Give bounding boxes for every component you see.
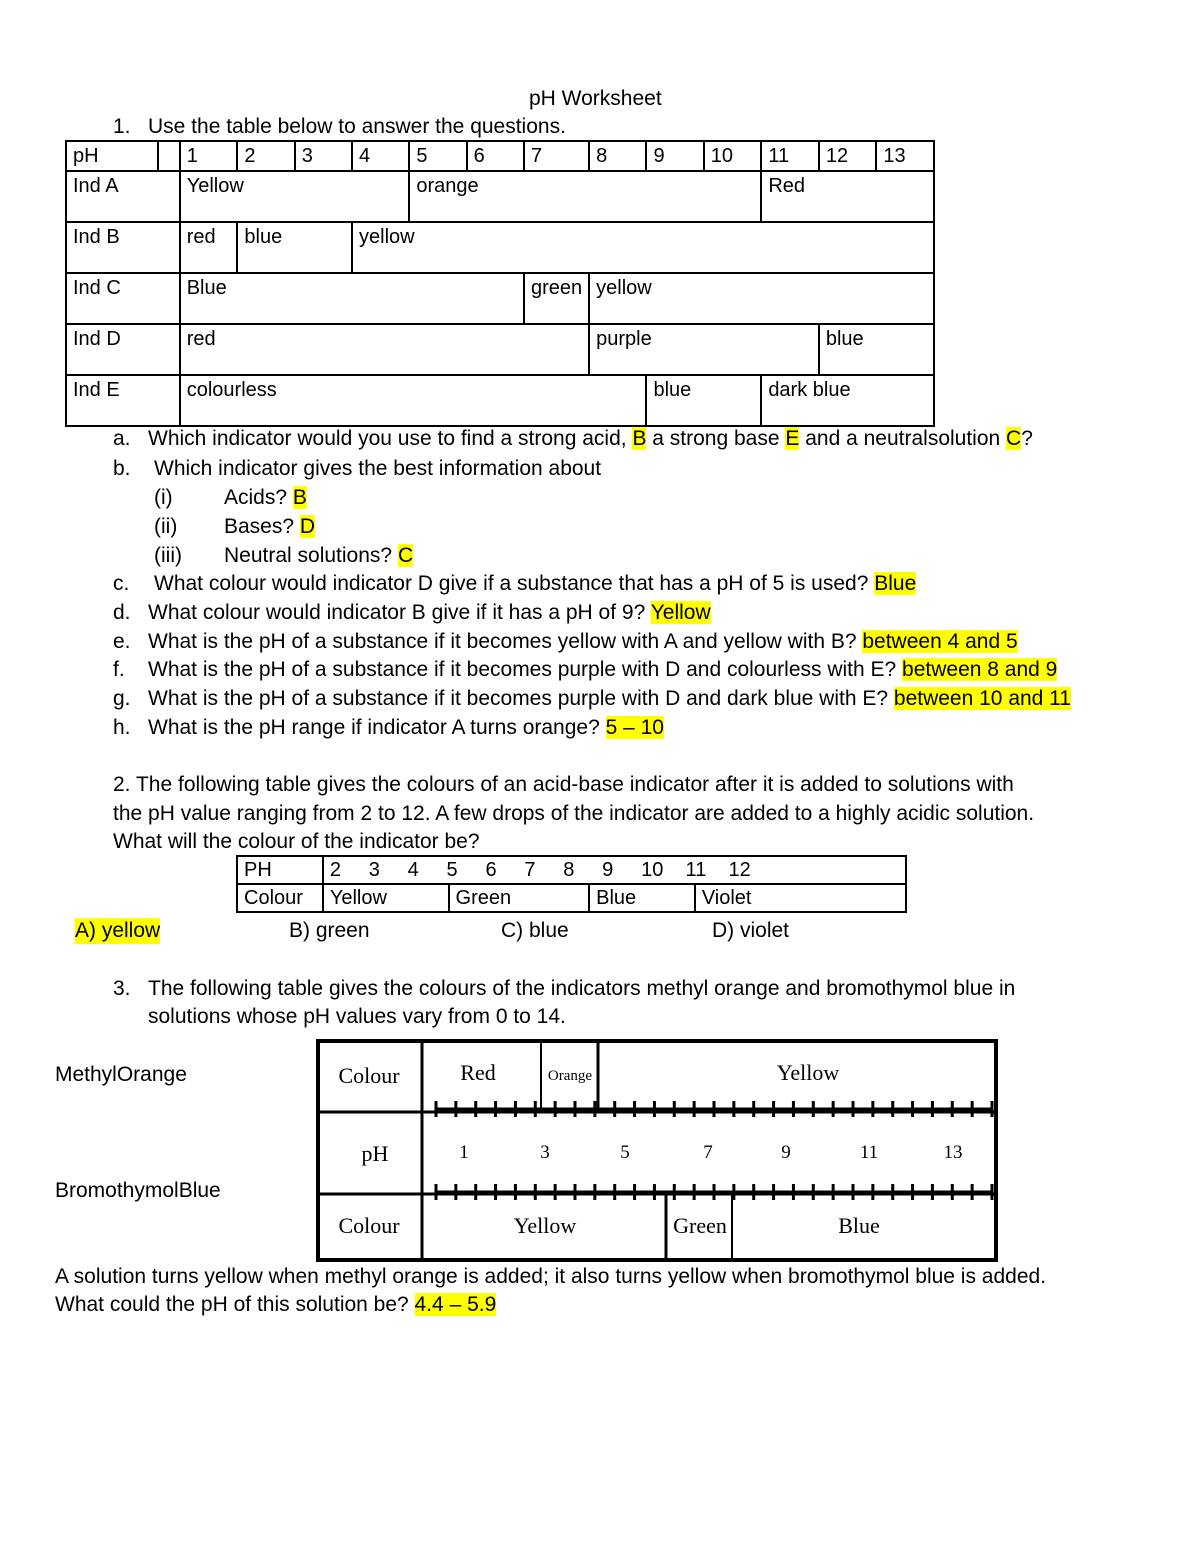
table-cell: Yellow [180, 171, 410, 222]
q3-follow-line1: A solution turns yellow when methyl orange is added; it also turns yellow when bromothymol blue is added. [55, 1265, 1047, 1288]
ph-tick-label: 3 [540, 1142, 550, 1163]
table-cell: Violet [695, 884, 906, 912]
table-cell: red [180, 324, 589, 375]
table-cell: Blue [180, 273, 524, 324]
table-cell: yellow [352, 222, 934, 273]
q1a-answer-base: E [785, 427, 800, 450]
table-cell: red [180, 222, 238, 273]
q1d-marker: d. [113, 601, 131, 624]
q2-option-d: D) violet [712, 919, 790, 942]
q1g-question: What is the pH of a substance if it becomes purple with D and dark blue with E? [148, 687, 894, 710]
q1e-marker: e. [113, 630, 131, 653]
table-cell: 8 [589, 141, 646, 171]
table-cell: Red [761, 171, 934, 222]
q1b-iii-question: Neutral solutions? [224, 544, 398, 567]
q1-prompt: Use the table below to answer the questions. [148, 115, 566, 138]
q2-option-b: B) green [289, 919, 370, 942]
ph-tick-label: 11 [859, 1142, 879, 1163]
q3-number: 3. [113, 977, 131, 1000]
table-cell: colourless [180, 375, 647, 426]
q3-line2: solutions whose pH values vary from 0 to 14. [148, 1005, 566, 1028]
table-cell: blue [646, 375, 761, 426]
q2-line1: 2. The following table gives the colours of an acid-base indicator after it is added to solutions with [113, 773, 1014, 796]
q1b-i-answer: B [292, 486, 307, 509]
q1b-iii-marker: (iii) [154, 544, 182, 567]
q1f-marker: f. [113, 658, 125, 681]
table-cell: blue [819, 324, 934, 375]
q1a-answer-acid: B [632, 427, 647, 450]
q2-line3: What will the colour of the indicator be? [113, 830, 480, 853]
q1b-ii-question: Bases? [224, 515, 300, 538]
table-cell: 10 [704, 141, 762, 171]
table-cell: pH [66, 141, 158, 171]
bromo-scale-ticks [436, 1184, 992, 1200]
methyl-red-label: Red [460, 1060, 496, 1085]
table-cell: 9 [646, 141, 703, 171]
table-cell: 13 [876, 141, 934, 171]
q1b-ii-answer: D [299, 515, 316, 538]
table-cell: 6 [467, 141, 524, 171]
ph-tick-label: 9 [781, 1142, 791, 1163]
table-cell: 5 [409, 141, 466, 171]
q1g-marker: g. [113, 687, 131, 710]
ph-tick-label: 13 [943, 1142, 963, 1163]
q1a-answer-neutral: C [1006, 427, 1022, 450]
q1a-text-part: a strong base [646, 427, 786, 450]
bromo-yellow-label: Yellow [513, 1213, 577, 1238]
table-cell: purple [589, 324, 819, 375]
row-label: Ind C [66, 273, 180, 324]
table-cell: Green [449, 884, 590, 912]
ph-values: 2 3 4 5 6 7 8 9 10 11 12 [323, 856, 906, 884]
ph-label: PH [237, 856, 323, 884]
methyl-yellow-label: Yellow [776, 1060, 840, 1085]
q1b-ii-marker: (ii) [154, 515, 178, 538]
q2-option-a: A) yellow [75, 919, 161, 942]
q1g-answer: between 10 and 11 [893, 687, 1071, 710]
table-cell: orange [409, 171, 761, 222]
table-cell: yellow [589, 273, 934, 324]
row-label: Ind A [66, 171, 180, 222]
row-label: Ind E [66, 375, 180, 426]
table-cell: Yellow [323, 884, 449, 912]
q1-number: 1. [113, 115, 131, 138]
table-cell: dark blue [761, 375, 934, 426]
q3-line1: The following table gives the colours of the indicators methyl orange and bromothymol blue in [148, 977, 1016, 1000]
table-cell: 3 [295, 141, 352, 171]
q1a-text-part: and a neutralsolution [799, 427, 1007, 450]
table-cell: green [524, 273, 589, 324]
q1f-answer: between 8 and 9 [902, 658, 1058, 681]
ph-tick-label: 7 [703, 1142, 713, 1163]
q1h-question: What is the pH range if indicator A turns orange? [148, 716, 606, 739]
row-label: Ind D [66, 324, 180, 375]
q1c-answer: Blue [874, 572, 917, 595]
table-cell: 12 [819, 141, 877, 171]
q1b-iii-answer: C [397, 544, 414, 567]
methyl-colour-label: Colour [338, 1063, 400, 1088]
methyl-scale-ticks [436, 1101, 992, 1117]
q1b-i-marker: (i) [154, 486, 173, 509]
bromo-colour-label: Colour [338, 1213, 400, 1238]
q1a-marker: a. [113, 427, 131, 450]
q1a-text-part: Which indicator would you use to find a strong acid, [148, 427, 633, 450]
ph-tick-label: 5 [620, 1142, 630, 1163]
bromo-blue-label: Blue [838, 1213, 880, 1238]
q1b-text: Which indicator gives the best information about [154, 457, 602, 480]
ph-tick-label: 1 [459, 1142, 469, 1163]
page-title: pH Worksheet [529, 87, 662, 110]
q1d-question: What colour would indicator B give if it has a pH of 9? [148, 601, 651, 624]
row-label: Ind B [66, 222, 180, 273]
q2-option-c: C) blue [501, 919, 569, 942]
methyl-orange-label: MethylOrange [55, 1063, 187, 1086]
table-cell: Blue [589, 884, 695, 912]
q1h-answer: 5 – 10 [605, 716, 664, 739]
q1c-question: What colour would indicator D give if a substance that has a pH of 5 is used? [154, 572, 875, 595]
q1f-question: What is the pH of a substance if it becomes purple with D and colourless with E? [148, 658, 903, 681]
q1a-text-part: ? [1021, 427, 1033, 450]
q1b-i-question: Acids? [224, 486, 293, 509]
table-cell: 2 [237, 141, 294, 171]
q1e-answer: between 4 and 5 [862, 630, 1018, 653]
table-cell: 4 [352, 141, 409, 171]
table-cell: 7 [524, 141, 589, 171]
q1b-marker: b. [113, 457, 131, 480]
q2-line2: the pH value ranging from 2 to 12. A few drops of the indicator are added to a highly acidic solution. [113, 802, 1035, 825]
ph-row-label: pH [361, 1141, 389, 1166]
q1d-answer: Yellow [650, 601, 711, 624]
q3-follow-line2 [55, 1292, 496, 1318]
colour-label: Colour [237, 884, 323, 912]
methyl-orange-colour-label: Orange [547, 1068, 593, 1084]
bromo-green-label: Green [673, 1213, 727, 1238]
q1c-marker: c. [113, 572, 130, 595]
bromothymol-blue-label: BromothymolBlue [55, 1179, 221, 1202]
q3-follow-question: What could the pH of this solution be? [55, 1293, 415, 1316]
q1e-question: What is the pH of a substance if it becomes yellow with A and yellow with B? [148, 630, 863, 653]
q1h-marker: h. [113, 716, 131, 739]
q3-answer: 4.4 – 5.9 [414, 1293, 497, 1316]
table-cell: 11 [761, 141, 819, 171]
table-cell: blue [237, 222, 352, 273]
table-cell: 1 [180, 141, 238, 171]
